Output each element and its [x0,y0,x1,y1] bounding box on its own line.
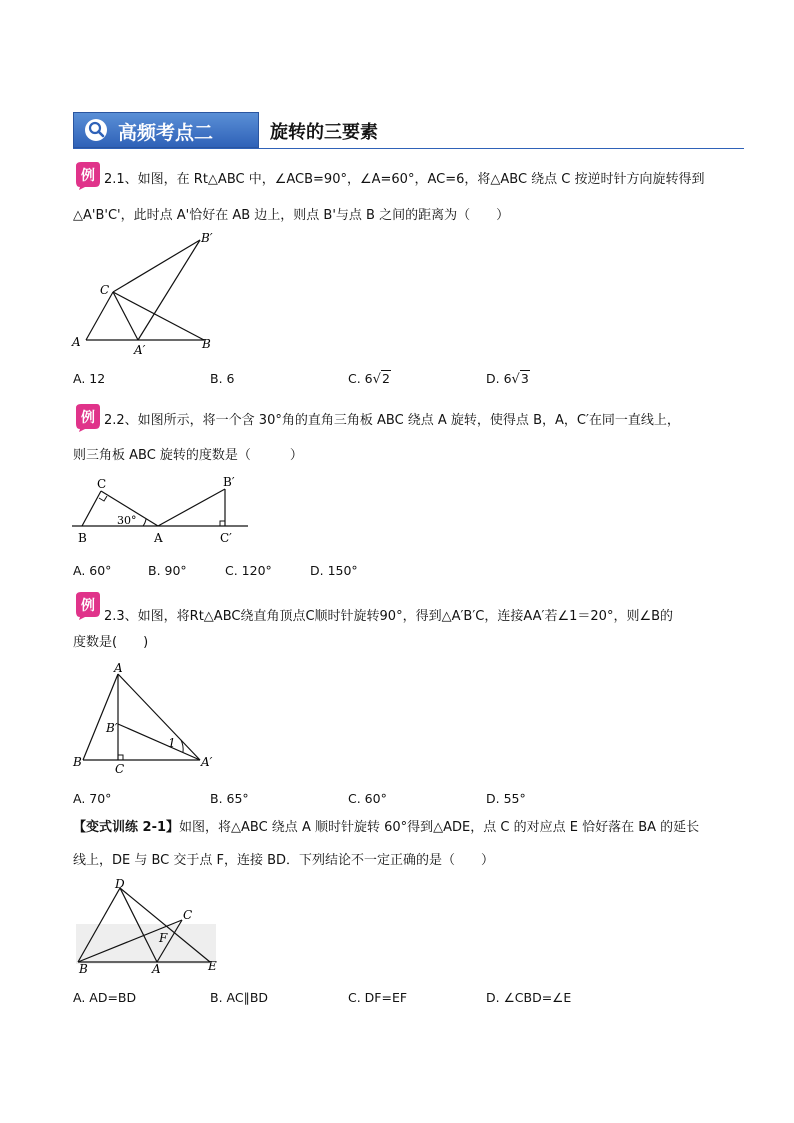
q1-option-c-radicand: 2 [381,371,390,386]
q1-option-d-label: D. 6 [486,371,512,386]
q2-figure [70,472,255,547]
q2-label-c-prime: C′ [220,531,232,545]
q2-label-a: A [154,531,163,545]
q2-label-angle: 30° [117,514,137,527]
q1-figure [70,228,230,358]
q4-option-b: B. AC∥BD [210,990,269,1005]
q4-label-a: A [152,962,161,976]
q4-label-f: F [159,931,168,945]
example-badge-icon [73,160,101,190]
q3-label-c: C [115,762,125,776]
q4-label-c: C [183,908,193,922]
q1-label-b-prime: B′ [201,231,213,245]
q1-option-c-label: C. 6 [348,371,373,386]
q4-line2: 线上，DE 与 BC 交于点 F，连接 BD．下列结论不一定正确的是（ ） [73,853,495,868]
q3-label-1: 1 [168,736,176,750]
q1-option-d: D. 6√3 [486,371,529,387]
q3-label-b-prime: B′ [106,721,118,735]
q3-label-a: A [114,661,123,675]
magnifier-icon [84,118,108,142]
q1-option-b: B. 6 [210,371,235,386]
q2-option-a: A. 60° [73,563,112,578]
q4-option-d: D. ∠CBD=∠E [486,990,572,1005]
q3-line1: 2.3、如图，将Rt△ABC绕直角顶点C顺时针旋转90°，得到△A′B′C，连接AA′若∠1＝20°，则∠B的 [104,609,674,624]
q3-figure [70,662,220,777]
header-rule [73,148,744,149]
q1-line1: 2.1、如图，在 Rt△ABC 中，∠ACB=90°，∠A=60°，AC=6，将△ABC 绕点 C 按逆时针方向旋转得到 [104,172,705,187]
q1-option-a: A. 12 [73,371,106,386]
q2-label-c: C [97,477,107,491]
q2-line1: 2.2、如图所示，将一个含 30°角的直角三角板 ABC 绕点 A 旋转，使得点 B，A，C′在同一直线上， [104,413,680,428]
q2-line2: 则三角板 ABC 旋转的度数是（ ） [73,448,303,463]
q1-label-a: A [72,335,81,349]
example-badge-label: 例 [81,598,95,614]
q4-option-a: A. AD=BD [73,990,137,1005]
q2-label-b: B [78,531,87,545]
q4-figure [70,878,230,978]
q4-label-b: B [79,962,88,976]
q3-line2: 度数是( ) [73,635,149,650]
q1-line2: △A'B'C'，此时点 A'恰好在 AB 边上，则点 B'与点 B 之间的距离为（ ） [73,208,510,223]
q4-line1 [73,818,699,838]
q3-label-b: B [73,755,82,769]
q1-label-b: B [202,337,211,351]
section-banner [73,112,259,148]
q1-label-a-prime: A′ [134,343,146,357]
q4-label-e: E [208,959,217,973]
q4-line1-text: 如图，将△ABC 绕点 A 顺时针旋转 60°得到△ADE，点 C 的对应点 E 恰好落在 BA 的延长 [179,820,700,835]
q2-option-b: B. 90° [148,563,187,578]
q2-option-c: C. 120° [225,563,272,578]
example-badge-icon [73,590,101,620]
q3-option-a: A. 70° [73,791,112,806]
example-badge-label: 例 [81,168,95,184]
q4-label-d: D [115,877,125,891]
q1-option-d-radicand: 3 [520,371,529,386]
example-badge-label: 例 [81,410,95,426]
q3-label-a-prime: A′ [201,755,213,769]
q2-option-d: D. 150° [310,563,358,578]
q3-option-b: B. 65° [210,791,249,806]
q1-label-c: C [100,283,110,297]
q2-label-b-prime: B′ [223,475,235,489]
q1-option-c: C. 6√2 [348,371,390,387]
banner-label: 高频考点二 [118,122,214,144]
q4-option-c: C. DF=EF [348,990,408,1005]
q4-tag: 【变式训练 2-1】 [73,820,180,835]
example-badge-icon [73,402,101,432]
section-title: 旋转的三要素 [270,122,378,143]
q3-option-c: C. 60° [348,791,387,806]
q3-option-d: D. 55° [486,791,526,806]
